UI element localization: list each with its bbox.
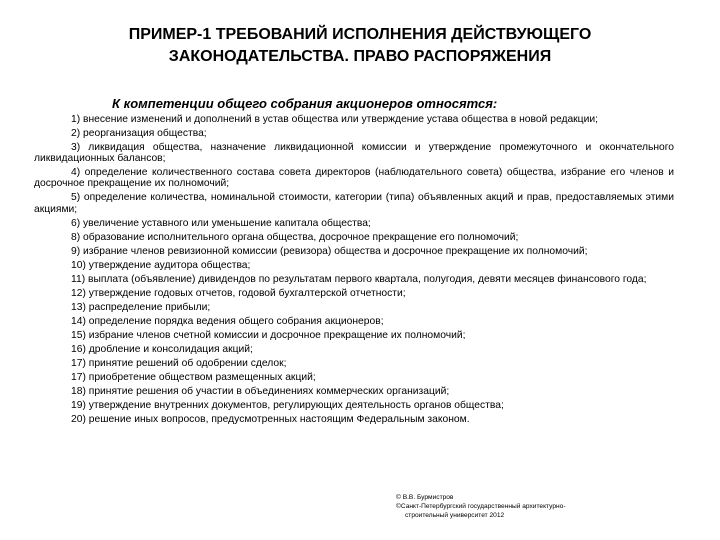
list-item: 16) дробление и консолидация акций; bbox=[71, 343, 253, 355]
list-item: 6) увеличение уставного или уменьшение капитала общества; bbox=[71, 217, 371, 229]
list-item: 14) определение порядка ведения общего собрания акционеров; bbox=[71, 315, 384, 327]
list-item: 5) определение количества, номинальной стоимости, категории (типа) объявленных акций и прав, предоставляемых этими акциями; bbox=[34, 192, 674, 215]
list-item: 11) выплата (объявление) дивидендов по результатам первого квартала, полугодия, девяти месяцев финансового года; bbox=[71, 273, 647, 285]
slide-title-line-2: ЗАКОНОДАТЕЛЬСТВА. ПРАВО РАСПОРЯЖЕНИЯ bbox=[168, 48, 552, 65]
slide-title-line-1: ПРИМЕР-1 ТРЕБОВАНИЙ ИСПОЛНЕНИЯ ДЕЙСТВУЮЩЕГО bbox=[128, 26, 592, 43]
slide-title bbox=[40, 24, 680, 68]
list-item: 2) реорганизация общества; bbox=[71, 128, 207, 139]
list-item: 10) утверждение аудитора общества; bbox=[71, 259, 251, 271]
list-item: 3) ликвидация общества, назначение ликвидационной комиссии и утверждение промежуточного и окончательного ликвидационных балансов; bbox=[34, 142, 674, 165]
list-item: 12) утверждение годовых отчетов, годовой бухгалтерской отчетности; bbox=[71, 287, 406, 299]
list-item: 13) распределение прибыли; bbox=[71, 301, 211, 313]
list-item: 15) избрание членов счетной комиссии и досрочное прекращение их полномочий; bbox=[71, 329, 466, 341]
list-item: 19) утверждение внутренних документов, регулирующих деятельность органов общества; bbox=[71, 399, 504, 411]
credit-institution-line-1: ©Санкт-Петербургский государственный архитектурно- bbox=[396, 502, 566, 510]
list-item: 9) избрание членов ревизионной комиссии (ревизора) общества и досрочное прекращение их полномочий; bbox=[71, 245, 588, 257]
list-item: 4) определение количественного состава совета директоров (наблюдательного совета) общества, избрание его членов и досрочное прекращение их полномочий; bbox=[34, 167, 674, 190]
list-item: 8) образование исполнительного органа общества, досрочное прекращение его полномочий; bbox=[71, 231, 519, 243]
section-subtitle: К компетенции общего собрания акционеров относятся: bbox=[112, 96, 498, 111]
list-item: 18) принятие решения об участии в объединениях коммерческих организаций; bbox=[71, 385, 450, 397]
list-item: 20) решение иных вопросов, предусмотренных настоящим Федеральным законом. bbox=[71, 413, 470, 425]
list-item: 17) принятие решений об одобрении сделок; bbox=[71, 357, 287, 369]
credit-institution-line-2: строительный университет 2012 bbox=[405, 511, 505, 519]
credit-author: © В.В. Бурмистров bbox=[396, 494, 454, 501]
list-item: 1) внесение изменений и дополнений в устав общества или утверждение устава общества в новой редакции; bbox=[71, 114, 598, 125]
list-item: 17) приобретение обществом размещенных акций; bbox=[71, 371, 316, 383]
competence-list bbox=[34, 114, 674, 428]
copyright-credits bbox=[396, 494, 566, 520]
